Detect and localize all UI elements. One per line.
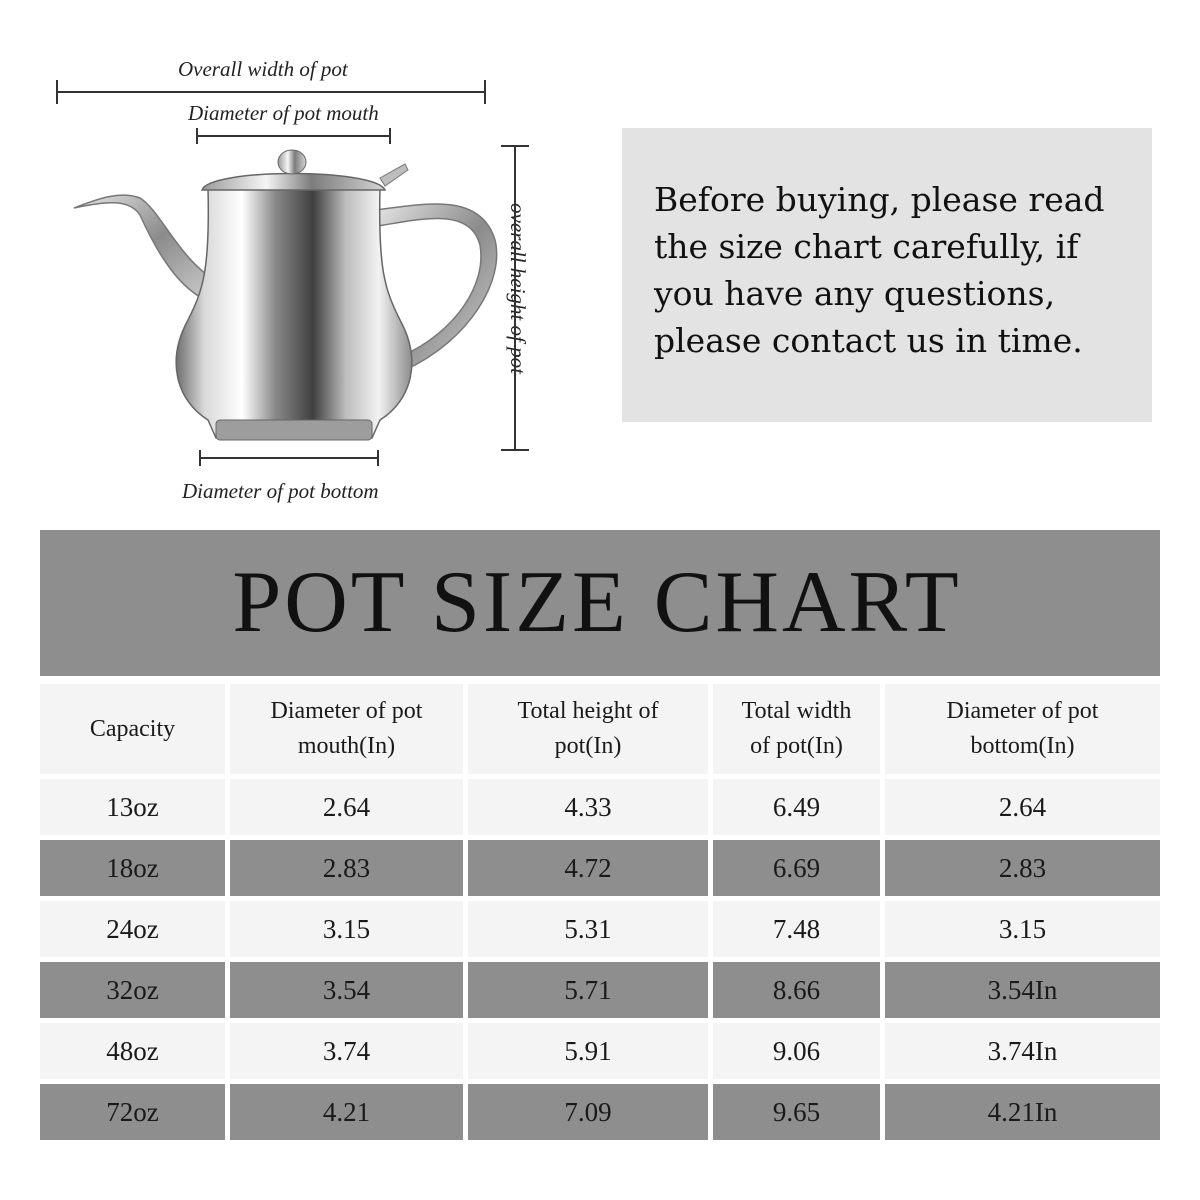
teapot-spout [74,195,215,302]
notice-text: Before buying, please read the size chart carefully, if you have any questions, please contact us in time. [654,180,1105,360]
cell-total-height: 7.09 [468,1079,713,1140]
header-capacity: Capacity [40,684,230,774]
bottom-diameter-label: Diameter of pot bottom [182,479,379,503]
cell-mouth-diameter: 2.64 [230,774,468,835]
cell-capacity: 24oz [40,896,230,957]
size-chart-banner [40,530,1160,676]
table-header-row [40,684,1160,774]
size-chart-title: POT SIZE CHART [232,554,962,651]
cell-capacity: 32oz [40,957,230,1018]
notice-box [622,128,1152,422]
table-row [40,1018,1160,1079]
cell-total-width: 9.65 [713,1079,885,1140]
table-row [40,835,1160,896]
cell-mouth-diameter: 3.15 [230,896,468,957]
teapot-body [176,188,412,438]
overall-width-label: Overall width of pot [178,57,348,81]
cell-mouth-diameter: 3.74 [230,1018,468,1079]
cell-total-width: 6.69 [713,835,885,896]
overall-height-label: overall height of pot [505,203,530,374]
cell-total-height: 5.71 [468,957,713,1018]
teapot-base [216,420,372,440]
cell-bottom-diameter: 3.15 [885,896,1160,957]
header-total-height: Total height of pot(In) [468,684,713,774]
table-row [40,957,1160,1018]
bottom-diameter-dimension-line [200,450,378,466]
cell-capacity: 18oz [40,835,230,896]
overall-width-dimension-line [57,80,485,104]
cell-total-width: 6.49 [713,774,885,835]
cell-capacity: 13oz [40,774,230,835]
header-mouth-diameter: Diameter of pot mouth(In) [230,684,468,774]
teapot-lid [202,174,385,191]
cell-mouth-diameter: 3.54 [230,957,468,1018]
mouth-diameter-label: Diameter of pot mouth [188,101,379,125]
overall-height-dimension-line [501,146,529,450]
cell-bottom-diameter: 3.74In [885,1018,1160,1079]
cell-total-height: 4.72 [468,835,713,896]
cell-total-height: 5.91 [468,1018,713,1079]
cell-bottom-diameter: 2.64 [885,774,1160,835]
cell-bottom-diameter: 2.83 [885,835,1160,896]
cell-bottom-diameter: 3.54In [885,957,1160,1018]
teapot-illustration [40,40,560,480]
mouth-diameter-dimension-line [197,128,390,144]
size-chart-table [40,684,1160,1140]
header-bottom-diameter: Diameter of pot bottom(In) [885,684,1160,774]
header-total-width: Total width of pot(In) [713,684,885,774]
cell-mouth-diameter: 2.83 [230,835,468,896]
table-row [40,896,1160,957]
cell-capacity: 72oz [40,1079,230,1140]
cell-total-width: 7.48 [713,896,885,957]
cell-total-width: 8.66 [713,957,885,1018]
cell-total-height: 5.31 [468,896,713,957]
table-row [40,1079,1160,1140]
cell-total-height: 4.33 [468,774,713,835]
cell-mouth-diameter: 4.21 [230,1079,468,1140]
cell-total-width: 9.06 [713,1018,885,1079]
cell-bottom-diameter: 4.21In [885,1079,1160,1140]
teapot-lid-hinge [380,164,408,186]
teapot-lid-knob [278,150,306,174]
cell-capacity: 48oz [40,1018,230,1079]
table-row [40,774,1160,835]
